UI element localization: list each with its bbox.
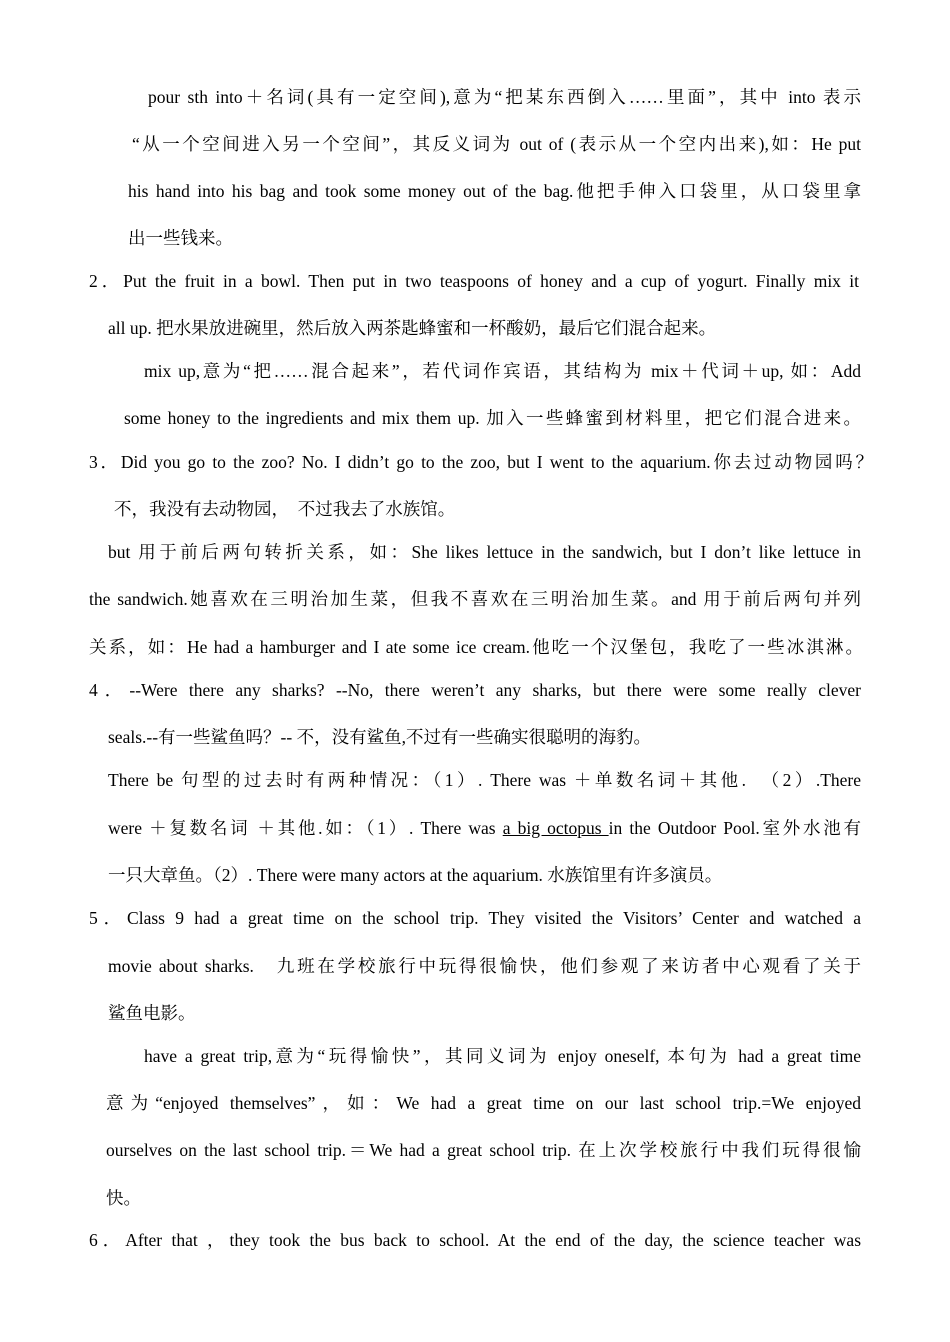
text-line: 一只大章鱼。（2）. There were many actors at the aquarium. 水族馆里有许多演员。 — [108, 865, 723, 885]
text-line: 不，我没有去动物园， 不过我去了水族馆。 — [114, 499, 456, 519]
text-line: 3．Did you go to the zoo? No. I didn’t go to the zoo, but I went to the aquarium.你去过动物园吗？ — [89, 452, 873, 472]
text-segment: in the Outdoor Pool.室外水池有 — [608, 818, 861, 838]
text-line: 2．Put the fruit in a bowl. Then put in two teaspoons of honey and a cup of yogurt. Finally mix it — [89, 271, 859, 291]
text-line: “从一个空间进入另一个空间”，其反义词为 out of (表示从一个空内出来),如：He put — [132, 134, 861, 154]
text-line — [108, 817, 861, 839]
underlined-phrase: a big octopus — [502, 818, 609, 838]
text-line: his hand into his bag and took some money out of the bag.他把手伸入口袋里，从口袋里拿 — [128, 181, 861, 201]
text-line: all up. 把水果放进碗里，然后放入两茶匙蜂蜜和一杯酸奶，最后它们混合起来。 — [108, 318, 717, 338]
text-line: 关系，如：He had a hamburger and I ate some ice cream.他吃一个汉堡包，我吃了一些冰淇淋。 — [89, 637, 863, 657]
text-line: but 用于前后两句转折关系，如：She likes lettuce in the sandwich, but I don’t like lettuce in — [108, 542, 861, 562]
text-line: 4．--Were there any sharks? --No, there weren’t any sharks, but there were some really clever — [89, 680, 861, 700]
text-line: movie about sharks. 九班在学校旅行中玩得很愉快，他们参观了来访者中心观看了关于 — [108, 956, 861, 976]
text-line: 6．After that ，they took the bus back to school. At the end of the day, the science teacher was — [89, 1230, 861, 1250]
text-line: the sandwich.她喜欢在三明治加生菜，但我不喜欢在三明治加生菜。and 用于前后两句并列 — [89, 589, 861, 609]
text-line: 出一些钱来。 — [128, 228, 233, 248]
text-line: 鲨鱼电影。 — [108, 1003, 196, 1023]
text-segment: were ＋复数名词 ＋其他.如：（1）. There was — [108, 818, 503, 838]
text-line: 快。 — [106, 1188, 141, 1208]
text-line: pour sth into＋名词(具有一定空间),意为“把某东西倒入……里面”，其中 into 表示 — [148, 87, 861, 107]
text-line: 意为“enjoyed themselves”，如：We had a great time on our last school trip.=We enjoyed — [106, 1093, 861, 1113]
text-line: have a great trip,意为“玩得愉快”，其同义词为 enjoy oneself, 本句为 had a great time — [144, 1046, 861, 1066]
text-line: ourselves on the last school trip.＝We had a great school trip. 在上次学校旅行中我们玩得很愉 — [106, 1140, 861, 1160]
text-line: There be 句型的过去时有两种情况：（1）. There was ＋单数名词＋其他. （2）.There — [108, 770, 861, 790]
text-line: 5．Class 9 had a great time on the school trip. They visited the Visitors’ Center and watched a — [89, 908, 861, 928]
text-line: some honey to the ingredients and mix them up. 加入一些蜂蜜到材料里，把它们混合进来。 — [124, 408, 861, 428]
text-line: seals.--有一些鲨鱼吗？-- 不，没有鲨鱼,不过有一些确实很聪明的海豹。 — [108, 727, 651, 747]
text-line: mix up,意为“把……混合起来”，若代词作宾语，其结构为 mix＋代词＋up, 如：Add — [144, 361, 861, 381]
